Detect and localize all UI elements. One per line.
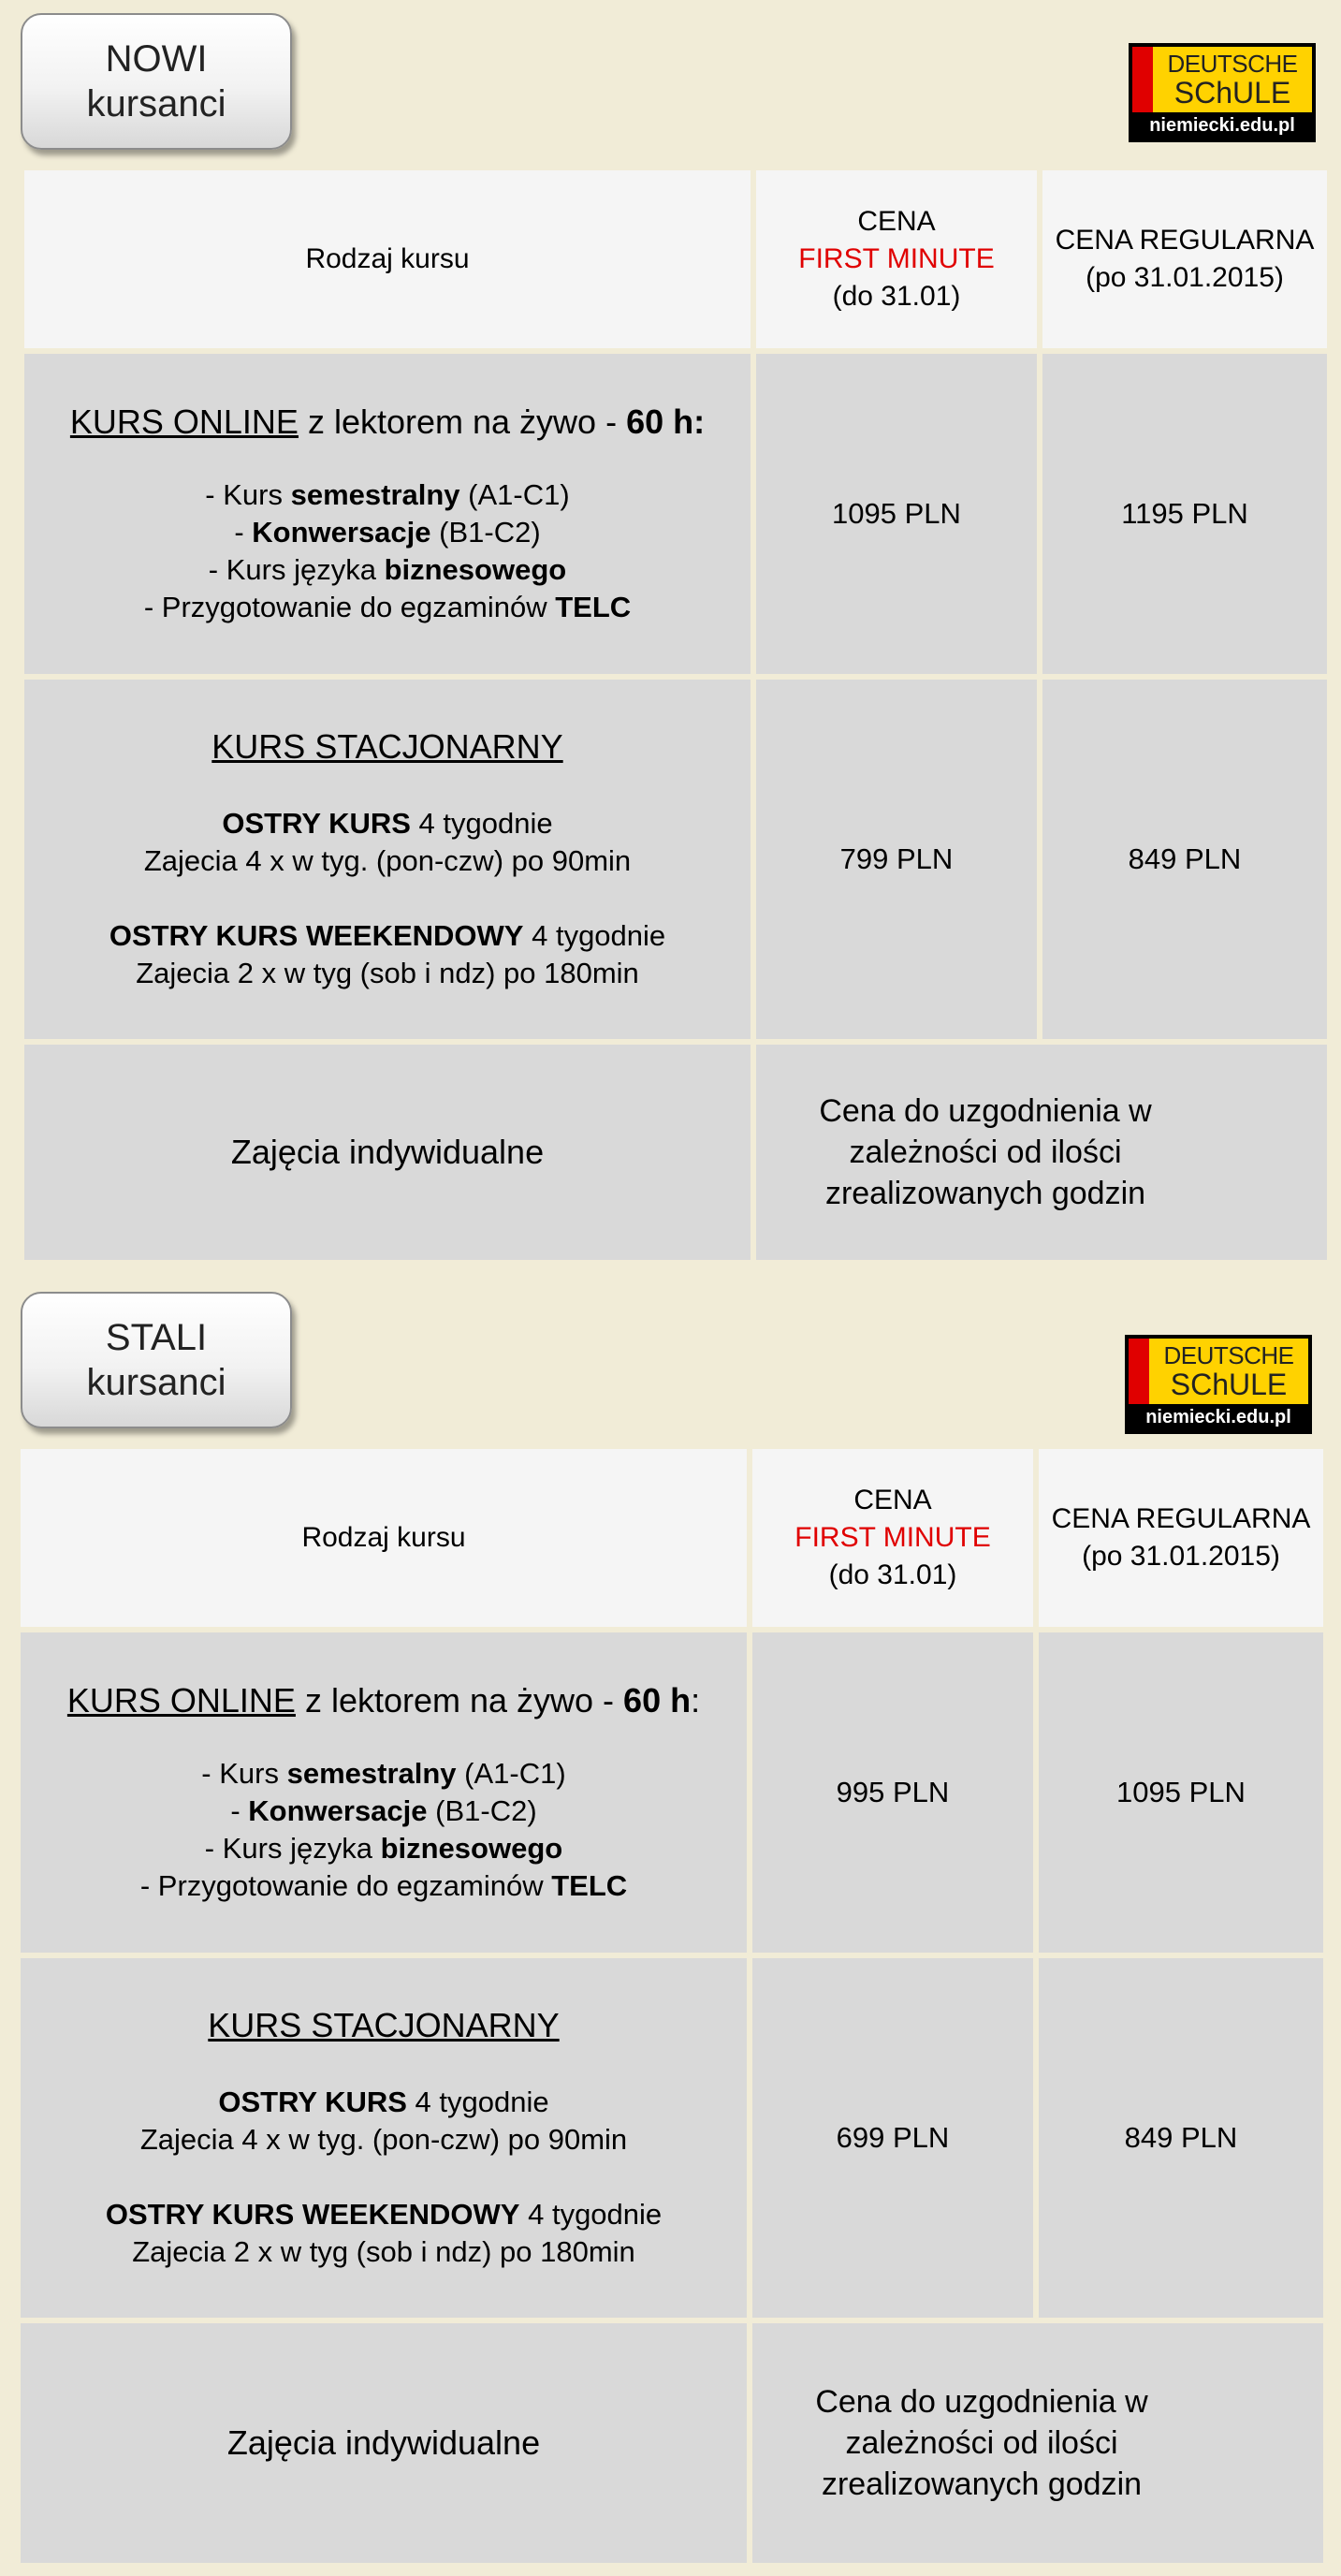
list-item: - Kurs semestralny (A1-C1) — [201, 1757, 566, 1790]
individual-lessons-price: Cena do uzgodnienia w zależności od ilości zrealizowanych godzin — [752, 2323, 1323, 2563]
stationary-price-regular: 849 PLN — [1042, 680, 1327, 1039]
online-price-first-minute: 995 PLN — [752, 1632, 1033, 1953]
online-price-regular: 1095 PLN — [1039, 1632, 1323, 1953]
row-online-course — [21, 1632, 1323, 1953]
online-course-description — [24, 354, 751, 674]
online-course-title: KURS ONLINE z lektorem na żywo - 60 h: — [69, 402, 706, 441]
stationary-course-description: KURS STACJONARNY OSTRY KURS 4 tygodnie Zajecia 4 x w tyg. (pon-czw) po 90min OSTRY KURS WEEKENDOWY 4 tygodnie Zajecia 2 x w tyg (sob i ndz) po 180min — [21, 1958, 747, 2318]
stationary-course-description: KURS STACJONARNY OSTRY KURS 4 tygodnie Zajecia 4 x w tyg. (pon-czw) po 90min OSTRY KURS WEEKENDOWY 4 tygodnie Zajecia 2 x w tyg (sob i ndz) po 180min — [24, 680, 751, 1039]
row-individual-lessons — [24, 1045, 1327, 1260]
online-price-first-minute: 1095 PLN — [756, 354, 1037, 674]
logo-url: niemiecki.edu.pl — [1149, 115, 1295, 136]
logo-red-stripe — [1129, 1339, 1149, 1404]
badge-line2: kursanci — [86, 83, 226, 124]
online-course-title: KURS ONLINE z lektorem na żywo - 60 h: — [66, 1681, 701, 1720]
online-price-regular: 1195 PLN — [1042, 354, 1327, 674]
logo-red-stripe — [1132, 47, 1153, 112]
badge-new-students — [21, 13, 292, 150]
individual-lessons-title: Zajęcia indywidualne — [21, 2323, 747, 2563]
row-stationary-course — [24, 680, 1327, 1039]
badge-line1: STALI — [105, 1317, 208, 1358]
badge-line2: kursanci — [86, 1362, 226, 1403]
online-course-description — [21, 1632, 747, 1953]
deutsche-schule-logo — [1125, 1335, 1312, 1434]
stationary-price-first-minute: 799 PLN — [756, 680, 1037, 1039]
row-individual-lessons — [21, 2323, 1323, 2563]
header-first-minute: CENA FIRST MINUTE (do 31.01) — [752, 1449, 1033, 1627]
deutsche-schule-logo — [1129, 43, 1316, 142]
price-table-new — [19, 165, 1333, 1266]
table-header-row — [24, 170, 1327, 348]
header-regular-price: CENA REGULARNA (po 31.01.2015) — [1042, 170, 1327, 348]
stationary-course-title: KURS STACJONARNY — [208, 2006, 560, 2044]
first-minute-label: FIRST MINUTE — [794, 1522, 991, 1553]
header-course-type: Rodzaj kursu — [24, 170, 751, 348]
price-table-returning — [15, 1443, 1329, 2569]
badge-returning-students — [21, 1292, 292, 1428]
list-item: - Kurs języka biznesowego — [208, 553, 567, 586]
list-item: - Przygotowanie do egzaminów TELC — [143, 591, 632, 623]
individual-lessons-price: Cena do uzgodnienia w zależności od ilości zrealizowanych godzin — [756, 1045, 1327, 1260]
list-item: - Konwersacje (B1-C2) — [234, 516, 541, 549]
row-online-course — [24, 354, 1327, 674]
header-first-minute: CENA FIRST MINUTE (do 31.01) — [756, 170, 1037, 348]
stationary-course-title: KURS STACJONARNY — [211, 727, 563, 766]
table-header-row — [21, 1449, 1323, 1627]
individual-lessons-title: Zajęcia indywidualne — [24, 1045, 751, 1260]
first-minute-label: FIRST MINUTE — [798, 243, 995, 274]
stationary-price-regular: 849 PLN — [1039, 1958, 1323, 2318]
badge-line1: NOWI — [105, 38, 208, 80]
logo-url: niemiecki.edu.pl — [1145, 1407, 1291, 1427]
logo-line2: SChULE — [1170, 1368, 1288, 1401]
list-item: - Konwersacje (B1-C2) — [230, 1794, 537, 1827]
header-course-type: Rodzaj kursu — [21, 1449, 747, 1627]
header-regular-price: CENA REGULARNA (po 31.01.2015) — [1039, 1449, 1323, 1627]
logo-line1: DEUTSCHE — [1167, 50, 1298, 78]
list-item: - Kurs języka biznesowego — [204, 1832, 563, 1865]
stationary-price-first-minute: 699 PLN — [752, 1958, 1033, 2318]
row-stationary-course — [21, 1958, 1323, 2318]
logo-line1: DEUTSCHE — [1163, 1341, 1294, 1369]
list-item: - Kurs semestralny (A1-C1) — [205, 478, 570, 511]
list-item: - Przygotowanie do egzaminów TELC — [139, 1869, 628, 1902]
logo-line2: SChULE — [1173, 76, 1291, 110]
